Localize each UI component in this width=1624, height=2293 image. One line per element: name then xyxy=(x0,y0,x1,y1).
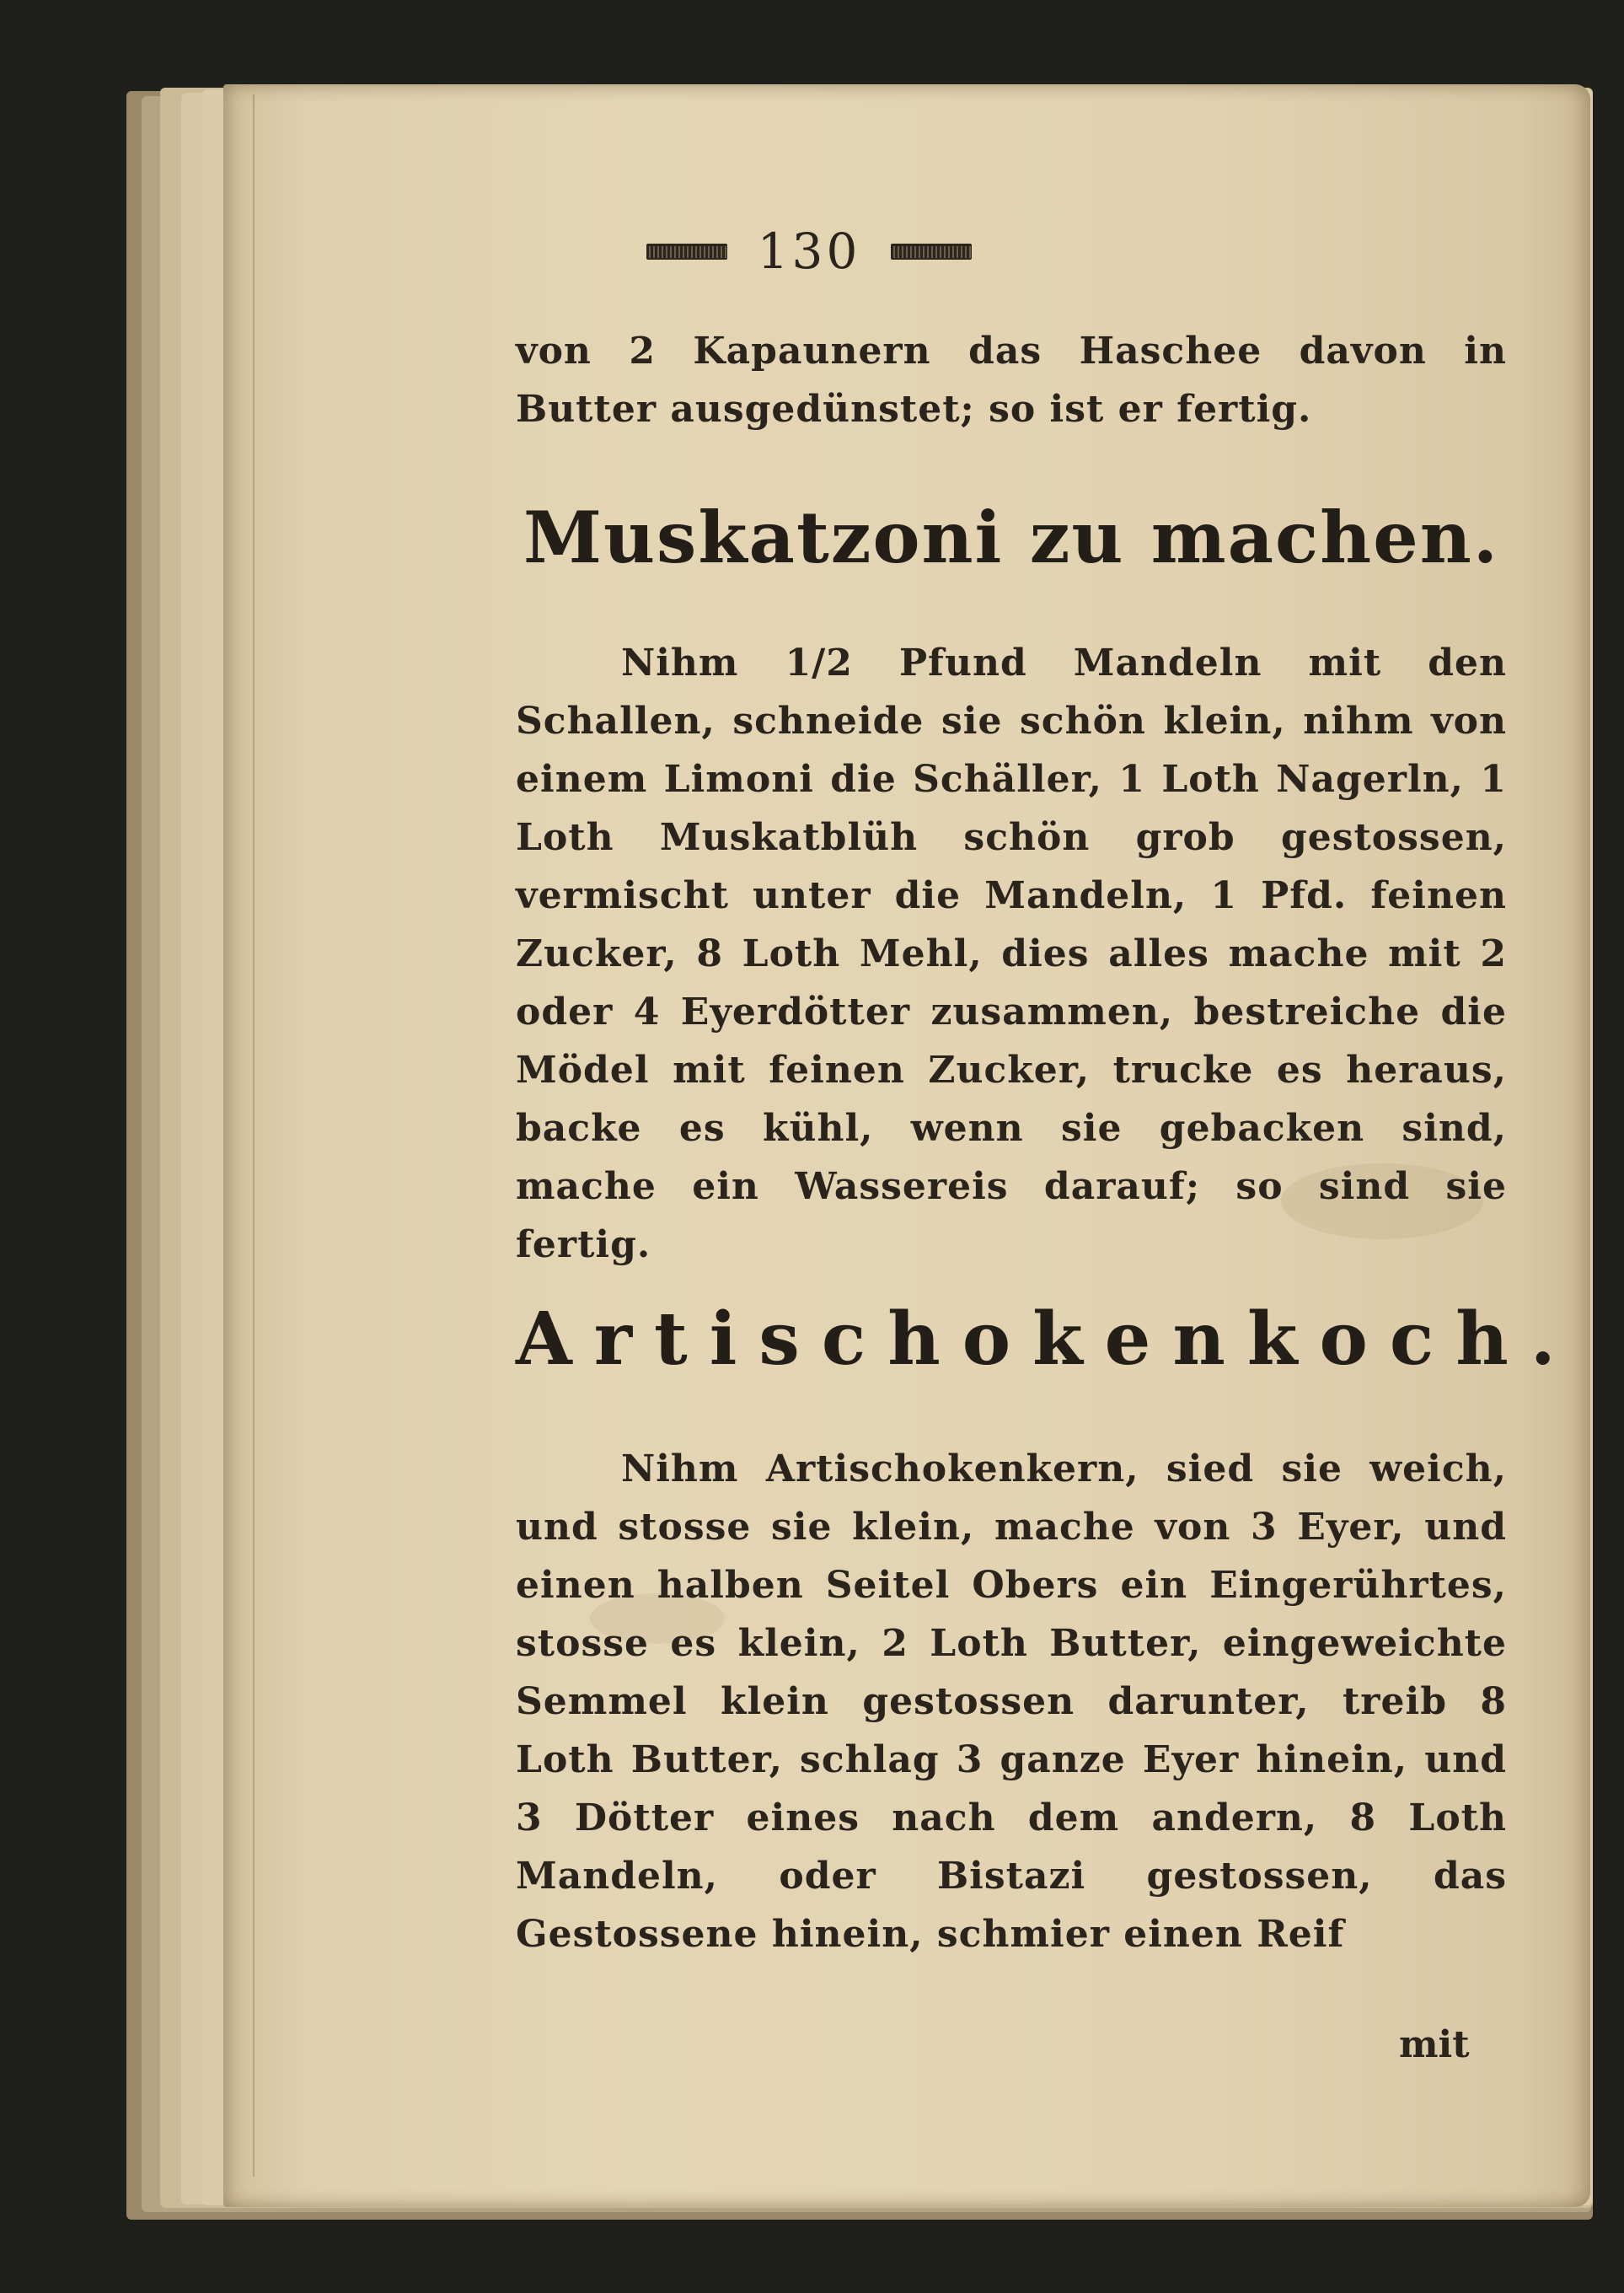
page-header xyxy=(607,223,1011,280)
recipe-title-muskatzoni: Muskatzoni zu machen. xyxy=(523,496,1500,579)
header-ornament-right xyxy=(891,244,972,260)
recipe-text-muskatzoni: Nihm 1/2 Pfund Mandeln mit den Schallen, schneide sie schön klein, nihm von einem Limoni die Schäller, 1 Loth Nagerln, 1 Loth Muskatblüh schön grob gestossen, vermischt unter die Mandeln, 1 Pfd. feinen Zucker, 8 Loth Mehl, dies alles mache mit 2 oder 4 Eyerdötter zusammen, bestreiche die Mödel mit feinen Zucker, trucke es heraus, backe es kühl, wenn sie gebacken sind, mache ein Wassereis darauf; so sind sie fertig. xyxy=(516,642,1507,1266)
page-number: 130 xyxy=(757,223,861,280)
page-fold-line xyxy=(253,94,255,2177)
header-ornament-left xyxy=(646,244,727,260)
continuation-paragraph: von 2 Kapaunern das Haschee davon in Butter ausgedünstet; so ist er fertig. xyxy=(516,330,1507,431)
recipe-title-artischokenkoch: Artischokenkoch. xyxy=(516,1297,1578,1382)
recipe-text-artischokenkoch: Nihm Artischokenkern, sied sie weich, und stosse sie klein, mache von 3 Eyer, und einen halben Seitel Obers ein Eingerührtes, stosse es klein, 2 Loth Butter, eingeweichte Semmel klein gestossen darunter, treib 8 Loth Butter, schlag 3 ganze Eyer hinein, und 3 Dötter eines nach dem andern, 8 Loth Mandeln, oder Bistazi gestossen, das Gestossene hinein, schmier einen Reif xyxy=(516,1447,1507,1956)
catchword: mit xyxy=(1399,2023,1470,2066)
